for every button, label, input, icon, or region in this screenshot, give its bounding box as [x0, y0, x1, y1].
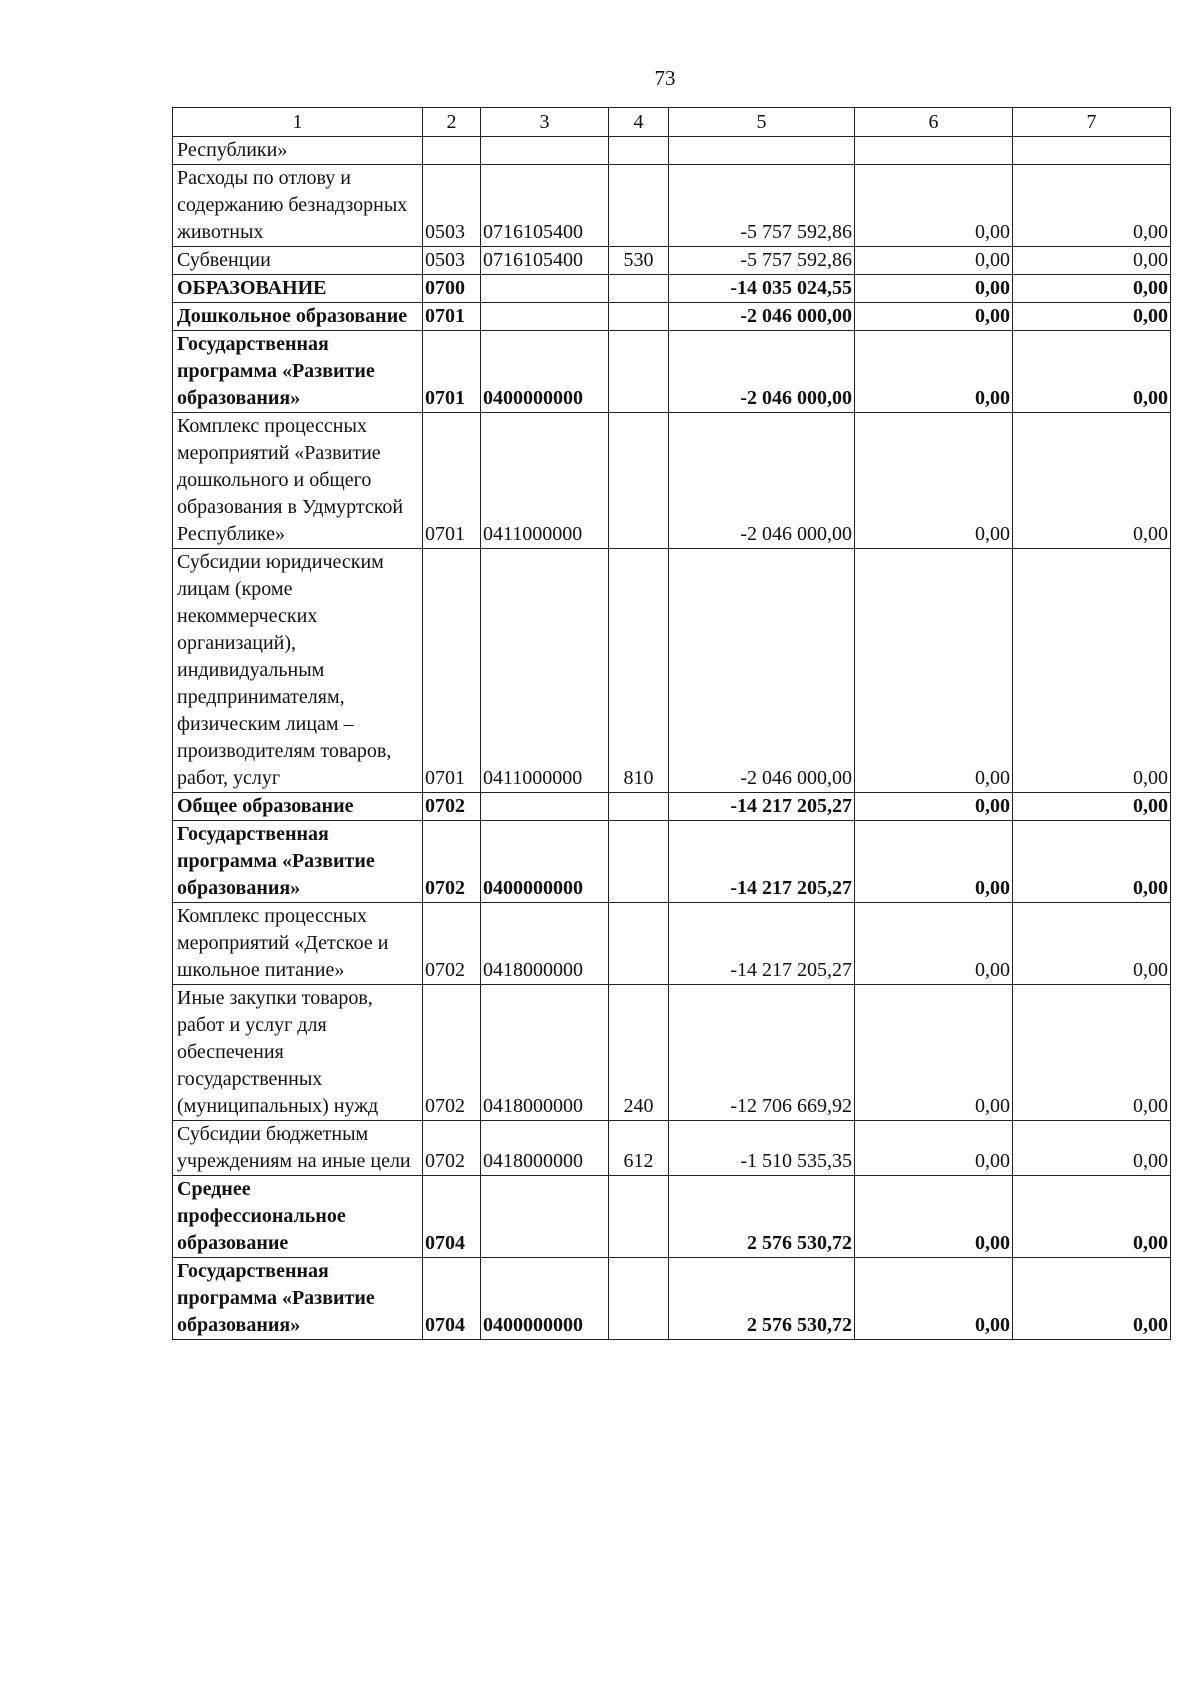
column-header: 2: [423, 108, 481, 137]
table-row: [173, 275, 1171, 303]
table-row: [173, 331, 1171, 413]
column-header-row: [173, 108, 1171, 137]
column-header: 7: [1013, 108, 1171, 137]
article-code: [481, 275, 609, 303]
amount-col6: 0,00: [855, 985, 1013, 1121]
article-code: [481, 137, 609, 165]
article-code: 0400000000: [481, 331, 609, 413]
article-code: [481, 1176, 609, 1258]
table-row: [173, 303, 1171, 331]
amount-col6: 0,00: [855, 165, 1013, 247]
section-code: 0702: [423, 1121, 481, 1176]
row-name: Расходы по отлову и содержанию безнадзорных животных: [173, 165, 423, 247]
amount-col6: 0,00: [855, 793, 1013, 821]
table-row: [173, 793, 1171, 821]
amount-col7: 0,00: [1013, 985, 1171, 1121]
expense-type-code: [609, 137, 669, 165]
section-code: 0702: [423, 821, 481, 903]
table-row: [173, 413, 1171, 549]
amount-col7: 0,00: [1013, 821, 1171, 903]
column-header: 6: [855, 108, 1013, 137]
amount-col6: [855, 137, 1013, 165]
budget-table: [172, 107, 1171, 1340]
row-name: Субвенции: [173, 247, 423, 275]
row-name: Комплекс процессных мероприятий «Детское и школьное питание»: [173, 903, 423, 985]
amount-col5: -2 046 000,00: [669, 413, 855, 549]
amount-col5: -14 217 205,27: [669, 821, 855, 903]
table-row: [173, 137, 1171, 165]
article-code: [481, 303, 609, 331]
section-code: 0503: [423, 165, 481, 247]
amount-col6: 0,00: [855, 549, 1013, 793]
amount-col5: -14 217 205,27: [669, 903, 855, 985]
row-name: Государственная программа «Развитие образования»: [173, 331, 423, 413]
section-code: 0704: [423, 1176, 481, 1258]
amount-col7: 0,00: [1013, 275, 1171, 303]
section-code: 0701: [423, 303, 481, 331]
expense-type-code: [609, 793, 669, 821]
amount-col5: -5 757 592,86: [669, 247, 855, 275]
table-row: [173, 247, 1171, 275]
amount-col7: 0,00: [1013, 1258, 1171, 1340]
section-code: [423, 137, 481, 165]
row-name: Иные закупки товаров, работ и услуг для обеспечения государственных (муниципальных) нужд: [173, 985, 423, 1121]
amount-col6: 0,00: [855, 413, 1013, 549]
row-name: Общее образование: [173, 793, 423, 821]
expense-type-code: 240: [609, 985, 669, 1121]
expense-type-code: [609, 1176, 669, 1258]
amount-col7: 0,00: [1013, 1121, 1171, 1176]
section-code: 0704: [423, 1258, 481, 1340]
expense-type-code: [609, 331, 669, 413]
amount-col6: 0,00: [855, 331, 1013, 413]
expense-type-code: 612: [609, 1121, 669, 1176]
amount-col6: 0,00: [855, 821, 1013, 903]
column-header: 1: [173, 108, 423, 137]
column-header: 5: [669, 108, 855, 137]
amount-col5: -2 046 000,00: [669, 549, 855, 793]
amount-col5: -14 035 024,55: [669, 275, 855, 303]
amount-col6: 0,00: [855, 1176, 1013, 1258]
expense-type-code: [609, 275, 669, 303]
article-code: 0716105400: [481, 165, 609, 247]
expense-type-code: [609, 821, 669, 903]
amount-col7: 0,00: [1013, 303, 1171, 331]
amount-col6: 0,00: [855, 303, 1013, 331]
expense-type-code: [609, 165, 669, 247]
table-row: [173, 821, 1171, 903]
row-name: Дошкольное образование: [173, 303, 423, 331]
amount-col5: -12 706 669,92: [669, 985, 855, 1121]
amount-col6: 0,00: [855, 1121, 1013, 1176]
section-code: 0702: [423, 793, 481, 821]
expense-type-code: 810: [609, 549, 669, 793]
amount-col5: [669, 137, 855, 165]
article-code: [481, 793, 609, 821]
amount-col5: 2 576 530,72: [669, 1176, 855, 1258]
article-code: 0400000000: [481, 1258, 609, 1340]
row-name: Комплекс процессных мероприятий «Развитие дошкольного и общего образования в Удмуртской Республике»: [173, 413, 423, 549]
article-code: 0418000000: [481, 1121, 609, 1176]
amount-col7: 0,00: [1013, 1176, 1171, 1258]
amount-col5: -14 217 205,27: [669, 793, 855, 821]
section-code: 0702: [423, 985, 481, 1121]
amount-col7: 0,00: [1013, 165, 1171, 247]
section-code: 0701: [423, 331, 481, 413]
amount-col7: [1013, 137, 1171, 165]
page-number: 73: [654, 66, 676, 90]
row-name: Республики»: [173, 137, 423, 165]
article-code: 0411000000: [481, 549, 609, 793]
table-row: [173, 1258, 1171, 1340]
column-header: 3: [481, 108, 609, 137]
amount-col6: 0,00: [855, 903, 1013, 985]
expense-type-code: 530: [609, 247, 669, 275]
article-code: 0418000000: [481, 985, 609, 1121]
row-name: Субсидии юридическим лицам (кроме некоммерческих организаций), индивидуальным предпринимателям, физическим лицам – производителям товаров, работ, услуг: [173, 549, 423, 793]
amount-col7: 0,00: [1013, 793, 1171, 821]
amount-col5: -5 757 592,86: [669, 165, 855, 247]
article-code: 0400000000: [481, 821, 609, 903]
section-code: 0503: [423, 247, 481, 275]
table-row: [173, 903, 1171, 985]
row-name: Государственная программа «Развитие образования»: [173, 1258, 423, 1340]
expense-type-code: [609, 303, 669, 331]
row-name: Государственная программа «Развитие образования»: [173, 821, 423, 903]
row-name: Субсидии бюджетным учреждениям на иные цели: [173, 1121, 423, 1176]
amount-col7: 0,00: [1013, 247, 1171, 275]
row-name: ОБРАЗОВАНИЕ: [173, 275, 423, 303]
section-code: 0701: [423, 413, 481, 549]
expense-type-code: [609, 413, 669, 549]
table-row: [173, 1176, 1171, 1258]
amount-col6: 0,00: [855, 275, 1013, 303]
expense-type-code: [609, 903, 669, 985]
amount-col7: 0,00: [1013, 549, 1171, 793]
amount-col7: 0,00: [1013, 903, 1171, 985]
table-row: [173, 1121, 1171, 1176]
row-name: Среднее профессиональное образование: [173, 1176, 423, 1258]
column-header: 4: [609, 108, 669, 137]
article-code: 0418000000: [481, 903, 609, 985]
amount-col7: 0,00: [1013, 413, 1171, 549]
amount-col5: -2 046 000,00: [669, 303, 855, 331]
article-code: 0411000000: [481, 413, 609, 549]
amount-col6: 0,00: [855, 247, 1013, 275]
article-code: 0716105400: [481, 247, 609, 275]
section-code: 0700: [423, 275, 481, 303]
amount-col5: 2 576 530,72: [669, 1258, 855, 1340]
amount-col6: 0,00: [855, 1258, 1013, 1340]
section-code: 0702: [423, 903, 481, 985]
amount-col5: -2 046 000,00: [669, 331, 855, 413]
table-row: [173, 549, 1171, 793]
amount-col5: -1 510 535,35: [669, 1121, 855, 1176]
amount-col7: 0,00: [1013, 331, 1171, 413]
expense-type-code: [609, 1258, 669, 1340]
table-row: [173, 985, 1171, 1121]
section-code: 0701: [423, 549, 481, 793]
table-row: [173, 165, 1171, 247]
